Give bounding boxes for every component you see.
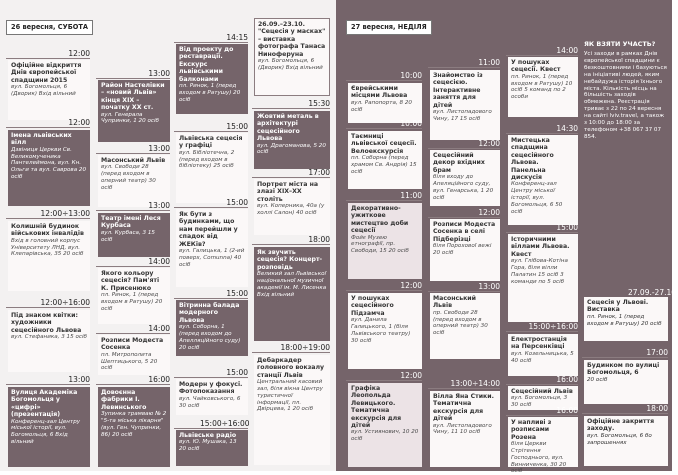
time-label: 15:30 xyxy=(308,99,330,108)
event-details: вул. Стефаника, 3 15 осіб xyxy=(11,334,87,341)
event-card[interactable] xyxy=(98,387,170,467)
event-details: Конференц-зал Центру міської історії, вул. Богомольця, 6 Вхід вільний xyxy=(11,418,81,446)
event-details: Вхід в головний корпус Університету ЛНД, вул. Клепарівська, 35 20 осіб xyxy=(11,237,84,258)
divider xyxy=(96,210,170,211)
event-title: Якого кольору сецесія? Пам'яті К. Присенюко xyxy=(101,270,160,292)
event-title: Знайомство із сецесією. Інтерактивне заняття для дітей xyxy=(433,72,483,109)
time-label: 18:00 xyxy=(308,235,330,244)
event-title: Будинком по вулиці Богомольця, 6 xyxy=(587,362,660,377)
event-title: Жовтий металь в архітектурі сецесійного Львова xyxy=(257,113,319,143)
event-card[interactable] xyxy=(176,133,248,203)
time-label: 17:00 xyxy=(308,168,330,177)
divider xyxy=(6,307,90,308)
event-details: вул. Богомольця, 6 (Дворик) Вхід вільний xyxy=(258,58,323,71)
time-label: 17:00 xyxy=(646,348,668,357)
event-details: вул. Ю. Мушака, 13 20 осіб xyxy=(179,439,237,453)
event-details: вул. Коперника, 40а (у холлі Салон) 40 осіб xyxy=(257,203,325,217)
event-title: Район Настелівки – «новий Львів» кінця XIX – початку XX ст. xyxy=(101,82,165,112)
event-card[interactable] xyxy=(176,44,248,114)
event-card[interactable] xyxy=(430,391,500,467)
day-header-sunday: 27 вересня, НЕДІЛЯ xyxy=(346,20,432,35)
time-label: 15:00÷16:00 xyxy=(528,322,578,331)
event-details: вул. Рапопорта, 8 20 осіб xyxy=(351,99,412,113)
event-title: Масонський Львів xyxy=(101,157,166,164)
event-card[interactable] xyxy=(254,179,330,235)
time-label: 12:00 xyxy=(400,281,422,290)
divider xyxy=(346,200,422,201)
event-title: Як звучить сецесія? Концерт-розповідь xyxy=(257,249,323,271)
time-label: 12:00÷16:00 xyxy=(40,298,90,307)
divider xyxy=(428,217,500,218)
event-title: Сецесійний Львів xyxy=(511,388,573,395)
divider xyxy=(506,55,578,56)
time-label: 12:00 xyxy=(68,118,90,127)
event-details: пл. Ринок, 1 (перед входом в Ратушу) 20 осіб xyxy=(101,292,163,312)
time-label: 14:15 xyxy=(226,33,248,42)
event-title: Графіка Леопольда Левицького. Тематична екскурсія для дітей xyxy=(351,385,402,430)
time-label: 12:00÷13:00 xyxy=(40,209,90,218)
event-title: У пошуках сецесійного Підзамча xyxy=(351,295,394,317)
event-card[interactable] xyxy=(508,57,578,117)
event-card[interactable] xyxy=(584,360,668,404)
event-card[interactable] xyxy=(348,203,422,279)
event-details: біля Порохової вежі 20 осіб xyxy=(433,243,492,257)
event-details: Фойє Музею етнографії, пр. Свободи, 15 20 осіб xyxy=(351,234,409,255)
event-details: пл. Митрополита Шептицького, 5 20 осіб xyxy=(101,351,158,372)
time-label: 15:00 xyxy=(226,289,248,298)
event-card[interactable] xyxy=(430,293,500,359)
divider xyxy=(174,131,248,132)
event-title: Вітринна балада модерного Львова xyxy=(179,302,240,324)
time-label: 12:00 xyxy=(400,371,422,380)
event-title: Дебаркадер головного вокзалу станції Львів xyxy=(257,357,325,379)
divider xyxy=(428,148,500,149)
time-label: 10:00 xyxy=(400,71,422,80)
event-details: пл. Ринок, 1 (перед входом в Ратушу) 20 осіб xyxy=(179,83,241,103)
day-header-saturday: 26 вересня, СУБОТА xyxy=(6,20,93,35)
exhibition-card[interactable] xyxy=(254,18,330,96)
event-card[interactable] xyxy=(98,80,170,142)
event-details: 20 осіб xyxy=(587,376,608,383)
divider xyxy=(506,133,578,134)
event-details: пл. Соборна (перед храмом Св. Андрія) 15 осіб xyxy=(351,155,417,175)
time-label: 27.09.-27.10. xyxy=(628,288,678,297)
event-details: вул. Богомольця, 3 30 осіб xyxy=(511,395,568,409)
divider xyxy=(96,384,170,385)
event-card[interactable] xyxy=(348,293,422,369)
time-label: 16:00 xyxy=(148,375,170,384)
event-title: Львівське радіо xyxy=(179,432,237,439)
time-label: 13:00 xyxy=(68,375,90,384)
time-label: 15:00÷16:00 xyxy=(200,419,250,428)
divider xyxy=(174,377,248,378)
time-label: 15:00 xyxy=(226,368,248,377)
time-label: 12:00 xyxy=(68,49,90,58)
event-card[interactable] xyxy=(98,155,170,207)
event-title: 26.09.–23.10. "Сецесія у масках" – виставка фотографа Танаса Ниноферуна xyxy=(258,21,326,58)
divider xyxy=(582,357,668,358)
event-card[interactable] xyxy=(254,247,330,341)
event-card[interactable] xyxy=(176,430,248,466)
event-details: біля Церкви Стрітення Господнього, вул. Винниченка, 30 20 осіб xyxy=(511,441,567,475)
event-details: вул. Устиянович, 10 20 осіб xyxy=(351,429,419,443)
event-details: вул. Козельницька, 5 40 осіб xyxy=(511,350,574,364)
event-details: вул. Курбаса, 3 15 осіб xyxy=(101,229,155,243)
divider xyxy=(346,380,422,381)
event-title: Офіційне закриття заходу. xyxy=(587,418,655,433)
divider xyxy=(6,127,90,128)
event-title: Модерн у фокусі. Фотопоказання xyxy=(179,381,243,396)
event-details: Центральний касовий зал, біля вікна Центру туристичної інформації, пл. Двірцева, 1 20 осіб xyxy=(257,379,323,413)
event-details: Великий зал Львівської національної музичної академії ім. М. Лисенка Вхід вільний xyxy=(257,271,327,298)
event-details: вул. Генерала Чупринки, 1 20 осіб xyxy=(101,111,159,125)
event-card[interactable] xyxy=(8,130,90,206)
event-details: вул. Свободи 28 (перед входом в оперний театр) 30 осіб xyxy=(101,164,156,191)
event-card[interactable] xyxy=(176,300,248,356)
divider xyxy=(6,58,90,59)
event-details: пр. Свободи 28 (перед входом в оперний театр) 30 осіб xyxy=(433,309,488,337)
event-title: Від проекту до реставрації. Екскурс львівськими балконами xyxy=(179,46,234,83)
event-card[interactable] xyxy=(176,379,248,415)
event-card[interactable] xyxy=(254,355,330,465)
time-label: 13:00÷14:00 xyxy=(450,379,500,388)
saturday-page xyxy=(0,0,336,471)
event-card[interactable] xyxy=(508,135,578,225)
event-details: вул. Соборна, 1 (перед входом до Апелляційного суду) 20 осіб xyxy=(179,324,241,351)
event-details: вул. Бібліотечна, 2 (перед входом в бібліотеку) 25 осіб xyxy=(179,149,235,170)
event-card[interactable] xyxy=(348,83,422,123)
divider xyxy=(174,298,248,299)
event-details: пл. Ринок, 1 (перед входом в Ратушу) 10 осіб 5 команд по 2 особи xyxy=(511,73,573,101)
divider xyxy=(506,415,578,416)
event-details: вул. Глібова-Котіна Гора, біля вілли Палатин 15 осіб 3 команди по 5 осіб xyxy=(511,258,568,285)
time-label: 13:00 xyxy=(148,144,170,153)
event-title: Колишній будинок військових інвалідів xyxy=(11,223,84,238)
event-title: Сецесія у Львові. Виставка xyxy=(587,299,649,314)
event-card[interactable] xyxy=(176,209,248,287)
divider xyxy=(252,108,330,109)
divider xyxy=(6,218,90,219)
event-title: Сецесійний декор вхідних брам xyxy=(433,152,485,174)
event-details: вул. Данила Галицького, 1 (біля Львівського театру) 30 осіб xyxy=(351,317,411,344)
divider xyxy=(346,290,422,291)
event-details: вул. Листопадового Чину, 17 15 осіб xyxy=(433,109,492,122)
time-label: 15:00 xyxy=(226,198,248,207)
event-title: Вілла Яна Стики. Тематична екскурсія для дітей xyxy=(433,393,494,423)
event-details: Дзвіниця Церкви Св. Великомученика Пантелеймона, вул. Кн. Ольги та вул. Саврова 20 осіб xyxy=(11,146,87,180)
event-details: біля входу до Апеляційного суду, вул. Генарська, 1 20 осіб xyxy=(433,174,494,201)
event-details: вул. Драгоманова, 5 20 осіб xyxy=(257,142,326,156)
event-card[interactable] xyxy=(348,383,422,467)
event-title: Офіційне відкриття Днів європейської спадщини 2015 xyxy=(11,62,82,84)
event-title: Імена львівських вілл xyxy=(11,132,72,147)
time-label: 18:00 xyxy=(646,404,668,413)
event-title: Єврейськими місцями Львова xyxy=(351,85,408,100)
event-title: Розписи Модеста Сосенка в селі Підберізці xyxy=(433,221,496,243)
event-details: Зупинка трамваю № 2 "5-та міська лікарня" (вул. Ген. Чупринки, 86) 20 осіб xyxy=(101,411,167,438)
divider xyxy=(506,232,578,233)
event-card[interactable] xyxy=(8,310,90,372)
divider xyxy=(252,352,330,353)
event-card[interactable] xyxy=(348,131,422,189)
divider xyxy=(506,384,578,385)
event-title: У напливі з розписами Розена xyxy=(511,419,552,441)
event-title: У пошуках сецесії. Квест xyxy=(511,59,561,74)
participation-info xyxy=(584,40,668,141)
event-card[interactable] xyxy=(8,221,90,291)
time-label: 13:00 xyxy=(148,201,170,210)
event-title: Таємниці львівської сецесії. Велоекскурсія xyxy=(351,133,417,155)
event-title: Декоративно-ужиткове мистецтво доби сецесії xyxy=(351,205,409,235)
event-card[interactable] xyxy=(98,335,170,375)
event-title: Історичними віллами Львова. Квест xyxy=(511,236,570,258)
event-card[interactable] xyxy=(508,234,578,322)
event-card[interactable] xyxy=(430,70,500,140)
participation-title: ЯК ВЗЯТИ УЧАСТЬ? xyxy=(584,40,656,48)
time-label: 14:00 xyxy=(148,324,170,333)
event-title: Львівська сецесія у графіці xyxy=(179,135,243,150)
time-label: 15:00 xyxy=(226,122,248,131)
event-card[interactable] xyxy=(8,60,90,120)
event-details: Конференц-зал Центру міської історії, вул. Богомольця, 6 50 осіб xyxy=(511,181,563,215)
divider xyxy=(346,80,422,81)
event-card[interactable] xyxy=(508,417,578,475)
event-card[interactable] xyxy=(508,334,578,376)
event-card[interactable] xyxy=(430,150,500,206)
event-card[interactable] xyxy=(430,219,500,281)
time-label: 14:30 xyxy=(556,124,578,133)
event-details: вул. Богомольця, 6 (Дворик) Вхід вільний xyxy=(11,84,76,98)
event-title: Мистецька спадщина сецесійного Львова. Панельна дискусія xyxy=(511,137,554,182)
event-title: Під знаком квітки: художники сецесійного Львова xyxy=(11,312,82,334)
divider xyxy=(96,153,170,154)
divider xyxy=(428,67,500,68)
divider xyxy=(346,128,422,129)
divider xyxy=(252,244,330,245)
divider xyxy=(96,333,170,334)
divider xyxy=(174,428,248,429)
event-card[interactable] xyxy=(98,213,170,257)
divider xyxy=(252,177,330,178)
time-label: 16:00 xyxy=(556,375,578,384)
event-title: Вулиця Академіка Богомольця у «цифрі» (презентація) xyxy=(11,389,78,419)
event-details: вул. Чайковського, 6 30 осіб xyxy=(179,395,241,409)
time-label: 11:00 xyxy=(400,191,422,200)
divider xyxy=(96,266,170,267)
divider xyxy=(174,42,248,43)
time-label: 12:00 xyxy=(478,139,500,148)
time-label: 12:00 xyxy=(478,208,500,217)
divider xyxy=(96,78,170,79)
event-title: Театр імені Леся Курбаса xyxy=(101,215,161,230)
event-title: Електростанція на Персенківці xyxy=(511,336,567,351)
time-label: 10:00 xyxy=(400,119,422,128)
event-title: Розписи Модеста Сосенка xyxy=(101,337,164,352)
event-title: Масонський Львів xyxy=(433,295,476,310)
divider xyxy=(428,388,500,389)
event-card[interactable] xyxy=(254,111,330,169)
time-label: 13:00 xyxy=(478,282,500,291)
time-label: 14:00 xyxy=(556,46,578,55)
time-label: 18:00÷19:00 xyxy=(280,343,330,352)
event-details: пл. Ринок, 1 (перед входом в Ратушу) 20 осіб xyxy=(587,313,662,327)
divider xyxy=(174,207,248,208)
event-title: Як бути з будинками, що нам перейшли у спадок від ЖЕКів? xyxy=(179,211,238,248)
divider xyxy=(582,413,668,414)
event-details: вул. Галицька, 1 (2-ий поверх, Comunna) 40 осіб xyxy=(179,248,245,268)
event-title: Довоєнна фабрики І. Левинського xyxy=(101,389,147,411)
divider xyxy=(6,384,90,385)
event-card[interactable] xyxy=(584,297,668,341)
time-label: 11:00 xyxy=(478,58,500,67)
time-label: 14:00 xyxy=(148,257,170,266)
event-card[interactable] xyxy=(8,387,90,467)
participation-text: Усі заходи в рамках Днів європейської спадщини є безкоштовними і базуються на ініціативі людей, яким небайдужа історія їхнього міста. Кількість місць на більшість заходів обмежена. Реєстрація триває з 22 по 24 вересня на сайті lviv.travel, а також з 10:00 до 18:00 за телефоном +38 067 37 07 854. xyxy=(584,51,667,140)
divider xyxy=(428,291,500,292)
event-details: вул. Листопадового Чину, 11 10 осіб xyxy=(433,422,492,436)
event-details: вул. Богомольця, 6 бо запрошеннях xyxy=(587,432,652,446)
event-card[interactable] xyxy=(98,268,170,324)
event-card[interactable] xyxy=(584,416,668,466)
time-label: 16:00 xyxy=(556,406,578,415)
divider xyxy=(506,331,578,332)
time-label: 13:00 xyxy=(148,69,170,78)
time-label: 15:00 xyxy=(556,223,578,232)
event-title: Портрет міста на злазі XIX–XX століть xyxy=(257,181,319,203)
